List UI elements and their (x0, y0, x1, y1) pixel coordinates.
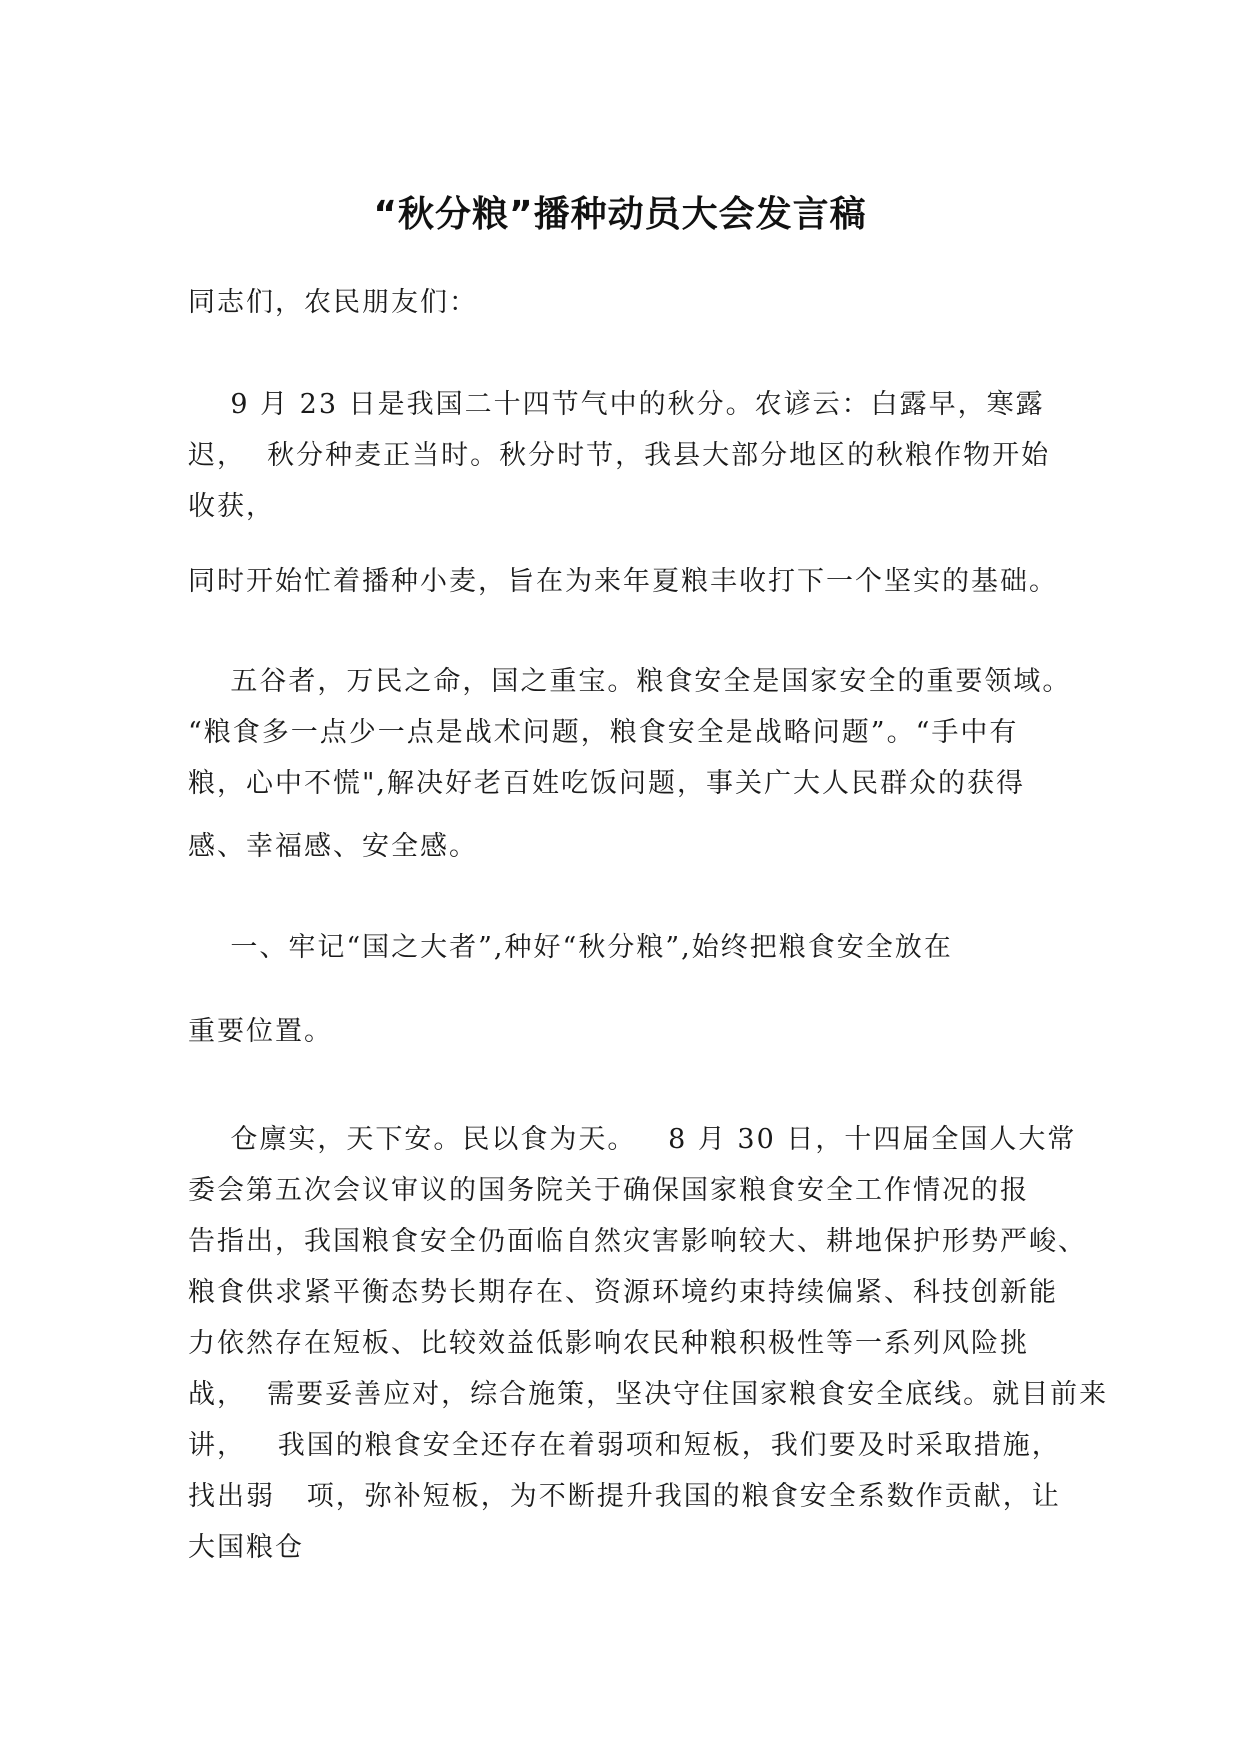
paragraph-line: 告指出，我国粮食安全仍面临自然灾害影响较大、耕地保护形势严峻、 (188, 1226, 1087, 1257)
paragraph-line: 大国粮仓 (188, 1532, 304, 1563)
paragraph-line: 讲， 我国的粮食安全还存在着弱项和短板，我们要及时采取措施， (188, 1430, 1061, 1461)
paragraph-line: 战， 需要妥善应对，综合施策，坚决守住国家粮食安全底线。就目前来 (188, 1379, 1109, 1410)
paragraph-line: 9 月 23 日是我国二十四节气中的秋分。农谚云：白露早，寒露 (188, 389, 1045, 420)
paragraph-line: 粮，心中不慌",解决好老百姓吃饭问题，事关广大人民群众的获得 (188, 768, 1026, 799)
section-heading-line: 一、牢记“国之大者”,种好“秋分粮”,始终把粮食安全放在 (188, 932, 953, 963)
paragraph-line: 收获， (188, 491, 275, 522)
paragraph-line: 同时开始忙着播种小麦，旨在为来年夏粮丰收打下一个坚实的基础。 (188, 566, 1058, 597)
paragraph-line: 粮食供求紧平衡态势长期存在、资源环境约束持续偏紧、科技创新能 (188, 1277, 1058, 1308)
paragraph-line: 感、幸福感、安全感。 (188, 831, 478, 862)
paragraph-line: 找出弱 项，弥补短板，为不断提升我国的粮食安全系数作贡献，让 (188, 1481, 1061, 1512)
paragraph-line: 委会第五次会议审议的国务院关于确保国家粮食安全工作情况的报 (188, 1175, 1029, 1206)
salutation-line: 同志们，农民朋友们： (188, 287, 478, 318)
document-title: “秋分粮”播种动员大会发言稿 (373, 194, 867, 235)
paragraph-line: 五谷者，万民之命，国之重宝。粮食安全是国家安全的重要领域。 (188, 666, 1072, 697)
paragraph-line: 迟， 秋分种麦正当时。秋分时节，我县大部分地区的秋粮作物开始 (188, 440, 1051, 471)
paragraph-line: “粮食多一点少一点是战术问题，粮食安全是战略问题”。“手中有 (188, 717, 1019, 748)
paragraph-line: 仓廪实，天下安。民以食为天。 8 月 30 日，十四届全国人大常 (188, 1124, 1077, 1155)
section-heading-line: 重要位置。 (188, 1016, 333, 1047)
paragraph-line: 力依然存在短板、比较效益低影响农民种粮积极性等一系列风险挑 (188, 1328, 1029, 1359)
